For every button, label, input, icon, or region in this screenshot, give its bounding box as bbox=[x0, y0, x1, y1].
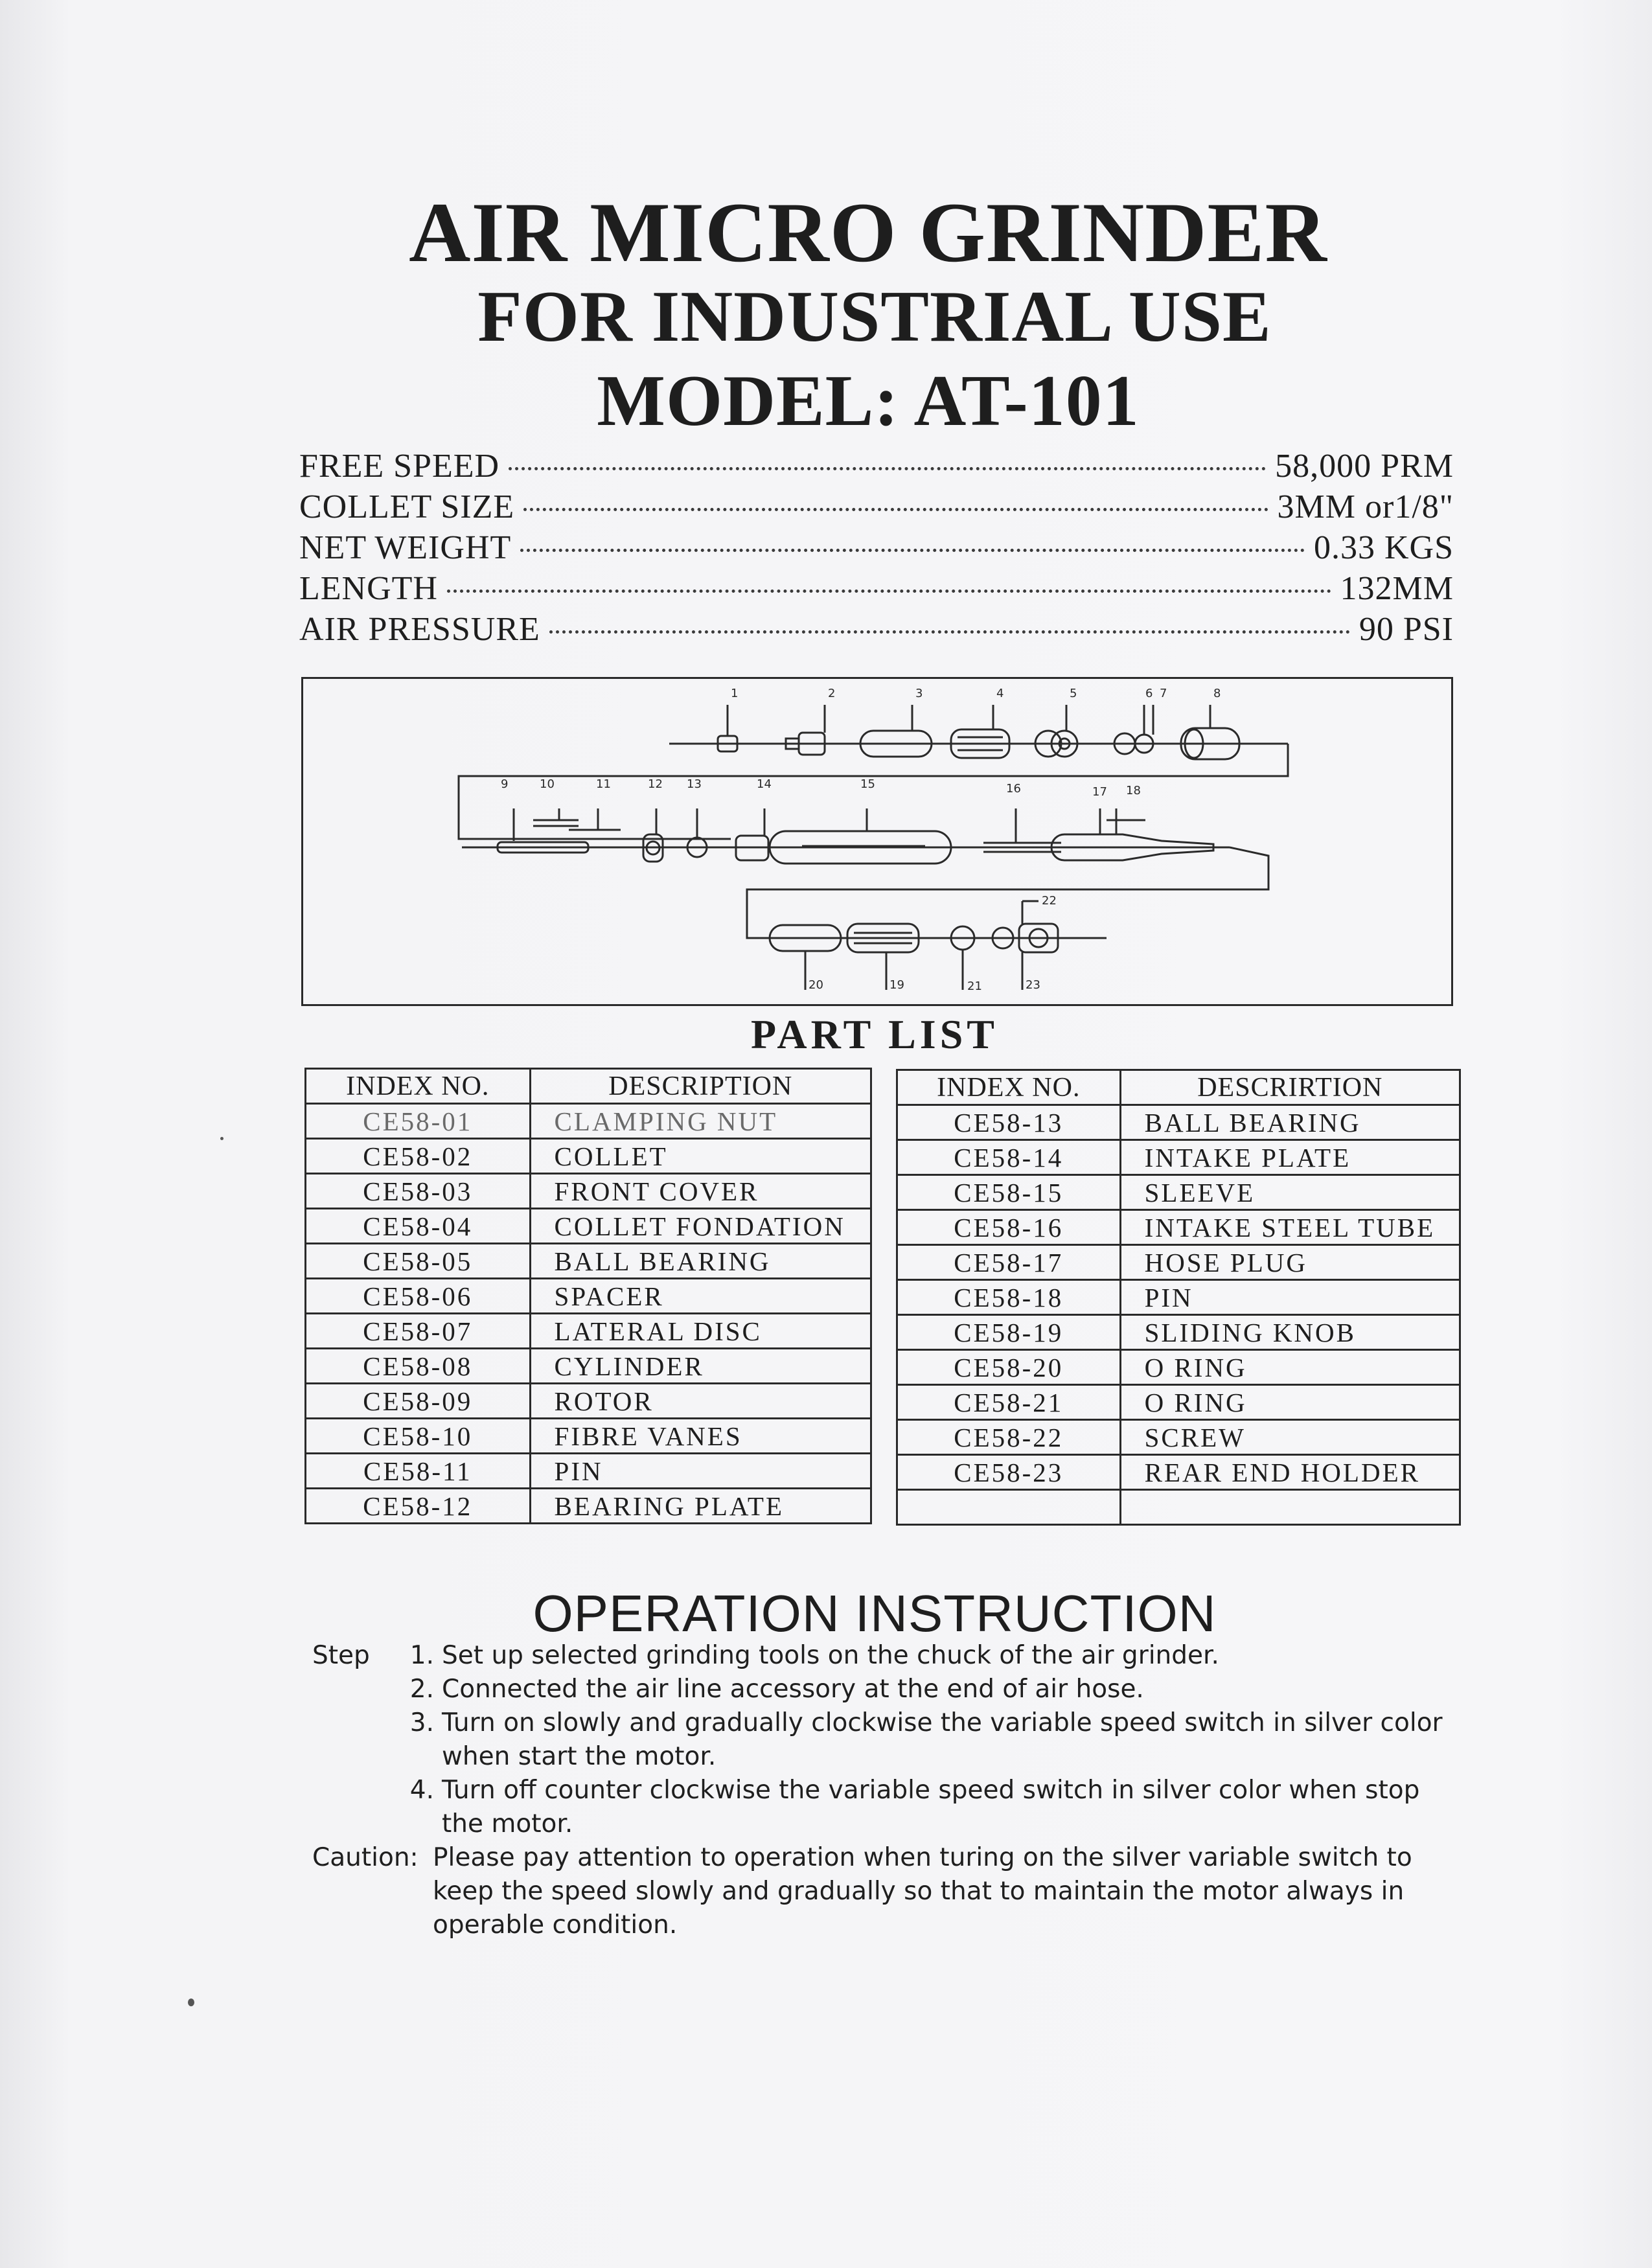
part-list-table-right bbox=[896, 1069, 1461, 1526]
table-row bbox=[306, 1349, 871, 1384]
index-cell: CE58-16 bbox=[897, 1210, 1121, 1245]
table-row bbox=[306, 1139, 871, 1174]
document-subtitle: FOR INDUSTRIAL USE bbox=[477, 277, 1272, 357]
callout-23: 23 bbox=[1026, 978, 1040, 992]
leader-dots bbox=[520, 549, 1305, 552]
index-cell: CE58-15 bbox=[897, 1175, 1121, 1210]
spec-row bbox=[299, 447, 1454, 488]
description-cell: HOSE PLUG bbox=[1120, 1245, 1460, 1280]
step-spacer bbox=[312, 1673, 409, 1706]
index-cell: CE58-05 bbox=[306, 1244, 531, 1279]
callout-21: 21 bbox=[967, 979, 982, 993]
paper-speck bbox=[220, 1137, 224, 1140]
index-cell: CE58-08 bbox=[306, 1349, 531, 1384]
table-row bbox=[897, 1280, 1460, 1315]
description-cell: O RING bbox=[1120, 1385, 1460, 1420]
callout-15: 15 bbox=[860, 777, 875, 791]
table-row bbox=[306, 1104, 871, 1139]
description-cell: SPACER bbox=[530, 1279, 871, 1314]
index-cell: CE58-19 bbox=[897, 1315, 1121, 1350]
description-cell: COLLET FONDATION bbox=[530, 1209, 871, 1244]
column-header-description: DESCRIRTION bbox=[1120, 1070, 1460, 1105]
index-cell: CE58-09 bbox=[306, 1384, 531, 1419]
spec-value: 58,000 PRM bbox=[1275, 448, 1454, 485]
index-cell: CE58-13 bbox=[897, 1105, 1121, 1140]
spec-label: AIR PRESSURE bbox=[299, 611, 540, 648]
spec-row bbox=[299, 610, 1454, 651]
description-cell: LATERAL DISC bbox=[530, 1314, 871, 1349]
description-cell: PIN bbox=[1120, 1280, 1460, 1315]
table-row bbox=[897, 1315, 1460, 1350]
spec-row bbox=[299, 569, 1454, 610]
index-cell: CE58-06 bbox=[306, 1279, 531, 1314]
column-header-description: DESCRIPTION bbox=[530, 1069, 871, 1104]
instruction-step bbox=[312, 1639, 1465, 1673]
step-text: Set up selected grinding tools on the chuck of the air grinder. bbox=[442, 1641, 1219, 1670]
spec-row bbox=[299, 488, 1454, 529]
step-spacer bbox=[312, 1706, 409, 1774]
description-cell: BEARING PLATE bbox=[530, 1489, 871, 1524]
table-row bbox=[897, 1385, 1460, 1420]
description-cell: ROTOR bbox=[530, 1384, 871, 1419]
part-list-title: PART LIST bbox=[751, 1011, 998, 1057]
instruction-step bbox=[312, 1774, 1465, 1841]
description-cell: FIBRE VANES bbox=[530, 1419, 871, 1454]
index-cell: CE58-17 bbox=[897, 1245, 1121, 1280]
leader-dots bbox=[549, 630, 1350, 634]
leader-dots bbox=[523, 508, 1268, 511]
callout-3: 3 bbox=[915, 687, 923, 700]
table-row bbox=[897, 1175, 1460, 1210]
spec-value: 90 PSI bbox=[1359, 611, 1454, 648]
table-row bbox=[897, 1455, 1460, 1490]
callout-18: 18 bbox=[1126, 784, 1141, 797]
table-row bbox=[306, 1209, 871, 1244]
table-row bbox=[897, 1490, 1460, 1525]
step-text: Turn off counter clockwise the variable speed switch in silver color when stop the motor. bbox=[442, 1776, 1420, 1838]
spec-row bbox=[299, 529, 1454, 569]
step-number: 1. bbox=[409, 1641, 434, 1670]
table-row bbox=[306, 1244, 871, 1279]
description-cell: CLAMPING NUT bbox=[530, 1104, 871, 1139]
paper-speck bbox=[188, 1999, 194, 2006]
callout-4: 4 bbox=[996, 687, 1004, 700]
spec-value: 132MM bbox=[1340, 570, 1454, 607]
step-text: Turn on slowly and gradually clockwise the variable speed switch in silver color when start the motor. bbox=[442, 1708, 1443, 1771]
leader-dots bbox=[509, 467, 1266, 470]
index-cell: CE58-14 bbox=[897, 1140, 1121, 1175]
index-cell: CE58-07 bbox=[306, 1314, 531, 1349]
spec-label: NET WEIGHT bbox=[299, 529, 512, 566]
index-cell: CE58-12 bbox=[306, 1489, 531, 1524]
description-cell: INTAKE STEEL TUBE bbox=[1120, 1210, 1460, 1245]
description-cell bbox=[1120, 1490, 1460, 1525]
callout-12: 12 bbox=[648, 777, 663, 791]
table-header-row bbox=[306, 1069, 871, 1104]
caution-note bbox=[312, 1841, 1465, 1942]
callout-2: 2 bbox=[828, 687, 836, 700]
spec-label: FREE SPEED bbox=[299, 448, 500, 485]
description-cell: O RING bbox=[1120, 1350, 1460, 1385]
table-row bbox=[306, 1279, 871, 1314]
leader-dots bbox=[447, 590, 1331, 593]
index-cell: CE58-03 bbox=[306, 1174, 531, 1209]
table-row bbox=[897, 1245, 1460, 1280]
index-cell: CE58-22 bbox=[897, 1420, 1121, 1455]
callout-1: 1 bbox=[731, 687, 739, 700]
column-header-index: INDEX NO. bbox=[306, 1069, 531, 1104]
spec-list bbox=[299, 447, 1454, 651]
instruction-step bbox=[312, 1706, 1465, 1774]
table-row bbox=[897, 1350, 1460, 1385]
exploded-parts-diagram bbox=[301, 677, 1453, 1006]
table-header-row bbox=[897, 1070, 1460, 1105]
index-cell: CE58-02 bbox=[306, 1139, 531, 1174]
index-cell: CE58-04 bbox=[306, 1209, 531, 1244]
callout-8: 8 bbox=[1213, 687, 1221, 700]
document-title: AIR MICRO GRINDER bbox=[409, 185, 1327, 280]
step-spacer bbox=[312, 1774, 409, 1841]
step-number: 2. bbox=[409, 1675, 434, 1704]
description-cell: REAR END HOLDER bbox=[1120, 1455, 1460, 1490]
operation-instructions bbox=[312, 1639, 1465, 1942]
callout-13: 13 bbox=[687, 777, 702, 791]
column-header-index: INDEX NO. bbox=[897, 1070, 1121, 1105]
operation-instruction-title: OPERATION INSTRUCTION bbox=[533, 1585, 1217, 1642]
callout-7: 7 bbox=[1160, 687, 1167, 700]
index-cell: CE58-23 bbox=[897, 1455, 1121, 1490]
model-number: MODEL: AT-101 bbox=[597, 361, 1140, 441]
table-row bbox=[306, 1174, 871, 1209]
instruction-step bbox=[312, 1673, 1465, 1706]
table-row bbox=[306, 1489, 871, 1524]
callout-11: 11 bbox=[596, 777, 611, 791]
description-cell: SLEEVE bbox=[1120, 1175, 1460, 1210]
spec-value: 3MM or1/8" bbox=[1277, 488, 1454, 525]
table-row bbox=[306, 1419, 871, 1454]
spec-label: COLLET SIZE bbox=[299, 488, 515, 525]
index-cell: CE58-21 bbox=[897, 1385, 1121, 1420]
callout-10: 10 bbox=[540, 777, 555, 791]
table-row bbox=[306, 1384, 871, 1419]
callout-20: 20 bbox=[809, 978, 823, 992]
description-cell: SLIDING KNOB bbox=[1120, 1315, 1460, 1350]
table-row bbox=[306, 1314, 871, 1349]
step-text: Connected the air line accessory at the end of air hose. bbox=[442, 1675, 1144, 1704]
part-list-table-left bbox=[304, 1068, 872, 1524]
description-cell: CYLINDER bbox=[530, 1349, 871, 1384]
callout-17: 17 bbox=[1092, 785, 1107, 799]
description-cell: BALL BEARING bbox=[1120, 1105, 1460, 1140]
table-row bbox=[306, 1454, 871, 1489]
callout-22: 22 bbox=[1042, 894, 1057, 908]
table-row bbox=[897, 1420, 1460, 1455]
index-cell: CE58-11 bbox=[306, 1454, 531, 1489]
step-label: Step bbox=[312, 1641, 370, 1670]
step-number: 3. bbox=[409, 1708, 434, 1737]
index-cell: CE58-18 bbox=[897, 1280, 1121, 1315]
callout-14: 14 bbox=[757, 777, 772, 791]
index-cell: CE58-10 bbox=[306, 1419, 531, 1454]
spec-value: 0.33 KGS bbox=[1313, 529, 1454, 566]
callout-9: 9 bbox=[501, 777, 509, 791]
description-cell: SCREW bbox=[1120, 1420, 1460, 1455]
callout-16: 16 bbox=[1006, 782, 1021, 796]
description-cell: INTAKE PLATE bbox=[1120, 1140, 1460, 1175]
table-row bbox=[897, 1105, 1460, 1140]
table-row bbox=[897, 1210, 1460, 1245]
spec-label: LENGTH bbox=[299, 570, 438, 607]
description-cell: FRONT COVER bbox=[530, 1174, 871, 1209]
index-cell: CE58-01 bbox=[306, 1104, 531, 1139]
step-number: 4. bbox=[409, 1776, 434, 1805]
table-row bbox=[897, 1140, 1460, 1175]
callout-6: 6 bbox=[1145, 687, 1153, 700]
description-cell: COLLET bbox=[530, 1139, 871, 1174]
caution-text: Please pay attention to operation when turing on the silver variable switch to keep the speed slowly and gradually so that to maintain the motor always in operable condition. bbox=[433, 1843, 1412, 1940]
callout-19: 19 bbox=[889, 978, 904, 992]
caution-label: Caution: bbox=[312, 1843, 419, 1872]
callout-5: 5 bbox=[1070, 687, 1077, 700]
description-cell: PIN bbox=[530, 1454, 871, 1489]
description-cell: BALL BEARING bbox=[530, 1244, 871, 1279]
index-cell: CE58-20 bbox=[897, 1350, 1121, 1385]
index-cell bbox=[897, 1490, 1121, 1525]
